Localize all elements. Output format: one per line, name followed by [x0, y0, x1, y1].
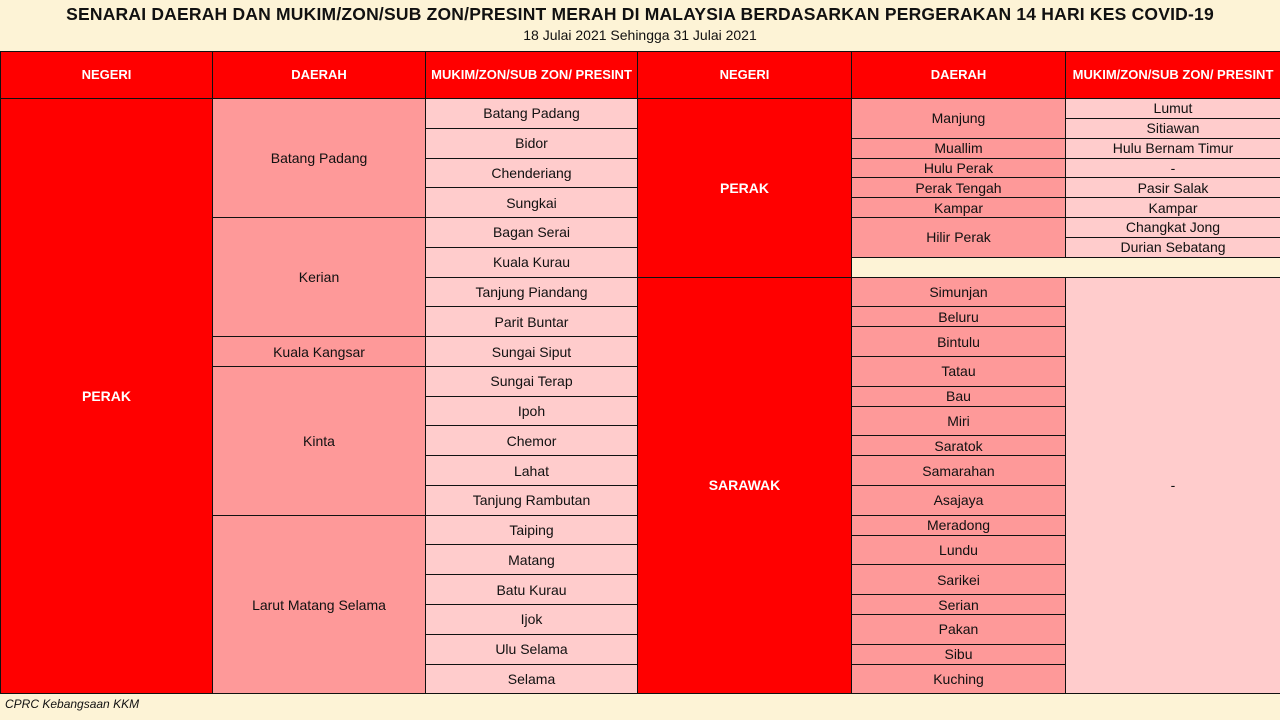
mukim-cell: Taiping — [426, 515, 638, 545]
daerah-cell: Serian — [852, 595, 1066, 615]
red-zone-table — [0, 51, 1280, 694]
daerah-cell: Beluru — [852, 307, 1066, 327]
mukim-cell: Bagan Serai — [426, 218, 638, 248]
mukim-cell: - — [1066, 277, 1280, 694]
daerah-cell: Kinta — [213, 366, 426, 515]
header-daerah: DAERAH — [852, 52, 1066, 99]
page-title: SENARAI DAERAH DAN MUKIM/ZON/SUB ZON/PRESINT MERAH DI MALAYSIA BERDASARKAN PERGERAKAN 14 HARI KES COVID-19 — [66, 4, 1214, 24]
daerah-cell: Batang Padang — [213, 99, 426, 218]
mukim-cell: - — [1066, 158, 1280, 178]
daerah-cell: Larut Matang Selama — [213, 515, 426, 694]
mukim-cell: Kuala Kurau — [426, 247, 638, 277]
daerah-cell: Manjung — [852, 99, 1066, 139]
header-negeri: NEGERI — [1, 52, 213, 99]
daerah-cell: Tatau — [852, 356, 1066, 386]
daerah-cell: Pakan — [852, 614, 1066, 644]
daerah-cell: Kuching — [852, 664, 1066, 694]
daerah-cell: Meradong — [852, 515, 1066, 535]
mukim-cell: Sungkai — [426, 188, 638, 218]
mukim-cell: Tanjung Piandang — [426, 277, 638, 307]
daerah-cell: Bau — [852, 386, 1066, 406]
header-mukim: MUKIM/ZON/SUB ZON/ PRESINT — [426, 52, 638, 99]
mukim-cell: Tanjung Rambutan — [426, 485, 638, 515]
mukim-cell: Parit Buntar — [426, 307, 638, 337]
daerah-cell: Hulu Perak — [852, 158, 1066, 178]
mukim-cell: Ulu Selama — [426, 634, 638, 664]
table-body — [1, 99, 1280, 694]
daerah-cell: Muallim — [852, 138, 1066, 158]
daerah-cell: Kampar — [852, 198, 1066, 218]
daerah-cell: Bintulu — [852, 327, 1066, 357]
daerah-cell: Asajaya — [852, 485, 1066, 515]
mukim-cell: Sitiawan — [1066, 118, 1280, 138]
mukim-cell: Batang Padang — [426, 99, 638, 129]
negeri-cell: SARAWAK — [638, 277, 852, 694]
negeri-cell: PERAK — [1, 99, 213, 694]
mukim-cell: Changkat Jong — [1066, 218, 1280, 238]
header-negeri: NEGERI — [638, 52, 852, 99]
daerah-cell: Kerian — [213, 218, 426, 337]
mukim-cell: Kampar — [1066, 198, 1280, 218]
mukim-cell: Lahat — [426, 456, 638, 486]
mukim-cell: Selama — [426, 664, 638, 694]
daerah-cell: Perak Tengah — [852, 178, 1066, 198]
mukim-cell: Ijok — [426, 605, 638, 635]
mukim-cell: Sungai Terap — [426, 366, 638, 396]
mukim-cell: Batu Kurau — [426, 575, 638, 605]
negeri-cell: PERAK — [638, 99, 852, 278]
source-credit: CPRC Kebangsaan KKM — [5, 697, 140, 711]
daerah-cell: Sarikei — [852, 565, 1066, 595]
header-daerah: DAERAH — [213, 52, 426, 99]
daerah-cell: Kuala Kangsar — [213, 337, 426, 367]
daerah-cell: Miri — [852, 406, 1066, 436]
mukim-cell: Ipoh — [426, 396, 638, 426]
daerah-cell: Lundu — [852, 535, 1066, 565]
header-row — [1, 52, 1280, 99]
daerah-cell: Sibu — [852, 644, 1066, 664]
mukim-cell: Durian Sebatang — [1066, 237, 1280, 257]
mukim-cell: Sungai Siput — [426, 337, 638, 367]
mukim-cell: Lumut — [1066, 99, 1280, 119]
mukim-cell: Pasir Salak — [1066, 178, 1280, 198]
daerah-cell: Hilir Perak — [852, 218, 1066, 258]
mukim-cell: Bidor — [426, 128, 638, 158]
daerah-cell: Samarahan — [852, 456, 1066, 486]
daerah-cell: Saratok — [852, 436, 1066, 456]
daerah-cell: Simunjan — [852, 277, 1066, 307]
mukim-cell: Matang — [426, 545, 638, 575]
mukim-cell: Hulu Bernam Timur — [1066, 138, 1280, 158]
header-mukim: MUKIM/ZON/SUB ZON/ PRESINT — [1066, 52, 1280, 99]
mukim-cell: Chenderiang — [426, 158, 638, 188]
date-range: 18 Julai 2021 Sehingga 31 Julai 2021 — [523, 27, 757, 43]
grid-row — [1, 99, 1280, 109]
mukim-cell: Chemor — [426, 426, 638, 456]
